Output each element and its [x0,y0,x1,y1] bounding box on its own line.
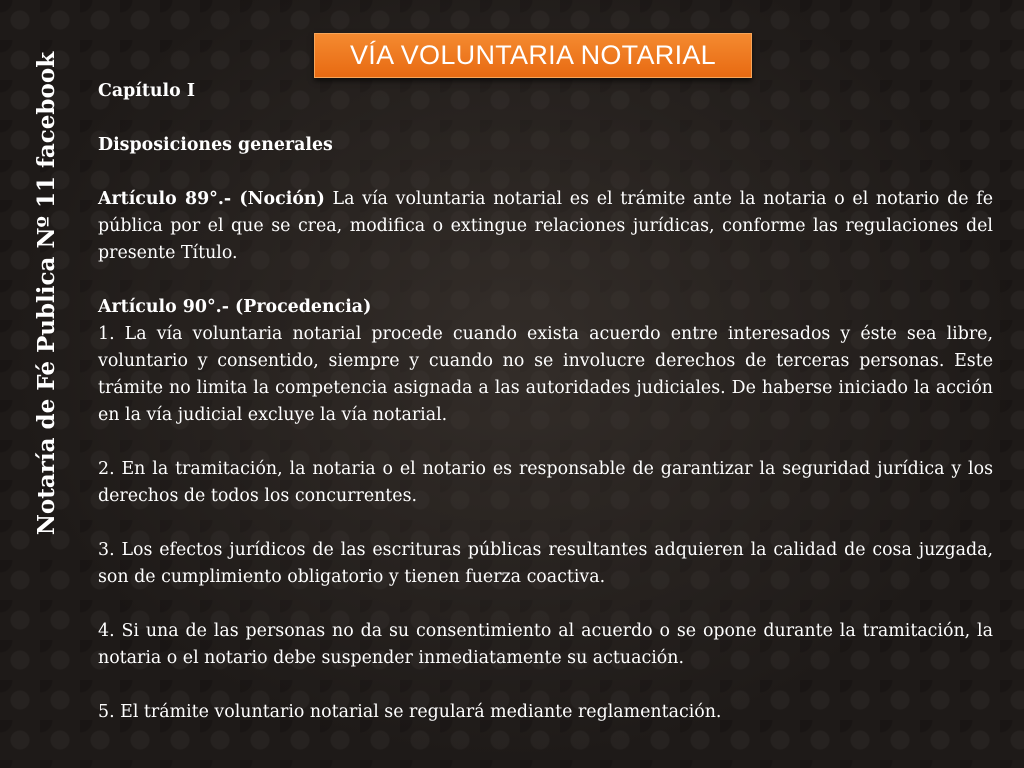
chapter-heading: Capítulo I [98,81,195,101]
article-90-item-5: 5. El trámite voluntario notarial se regulará mediante reglamentación. [98,702,722,722]
article-90-item-3: 3. Los efectos jurídicos de las escrituras públicas resultantes adquieren la calidad de cosa juzgada, son de cumplimiento obligatorio y tienen fuerza coactiva. [98,540,993,587]
slide-body [98,78,993,753]
article-89 [98,186,993,267]
vertical-watermark-text: Notaría de Fé Publica Nº 11 facebook [33,51,61,535]
section-heading: Disposiciones generales [98,135,333,155]
article-90-item-2: 2. En la tramitación, la notaria o el notario es responsable de garantizar la seguridad jurídica y los derechos de todos los concurrentes. [98,459,993,506]
article-89-text: La vía voluntaria notarial es el trámite ante la notaria o el notario de fe pública por el que se crea, modifica o extingue relaciones jurídicas, conforme las regulaciones del presente Título. [98,189,993,263]
article-89-heading: Artículo 89°.- (Noción) [98,189,325,209]
vertical-watermark [28,51,66,535]
slide-title-banner [314,33,752,78]
article-90-item-4: 4. Si una de las personas no da su consentimiento al acuerdo o se opone durante la tramitación, la notaria o el notario debe suspender inmediatamente su actuación. [98,621,993,668]
article-90-item-1: 1. La vía voluntaria notarial procede cuando exista acuerdo entre interesados y éste sea libre, voluntario y consentido, siempre y cuando no se involucre derechos de terceras personas. Este trámite no limita la competencia asignada a las autoridades judiciales. De haberse iniciado la acción en la vía judicial excluye la vía notarial. [98,324,993,425]
article-90-heading: Artículo 90°.- (Procedencia) [98,297,372,317]
slide-title: VÍA VOLUNTARIA NOTARIAL [350,40,716,70]
